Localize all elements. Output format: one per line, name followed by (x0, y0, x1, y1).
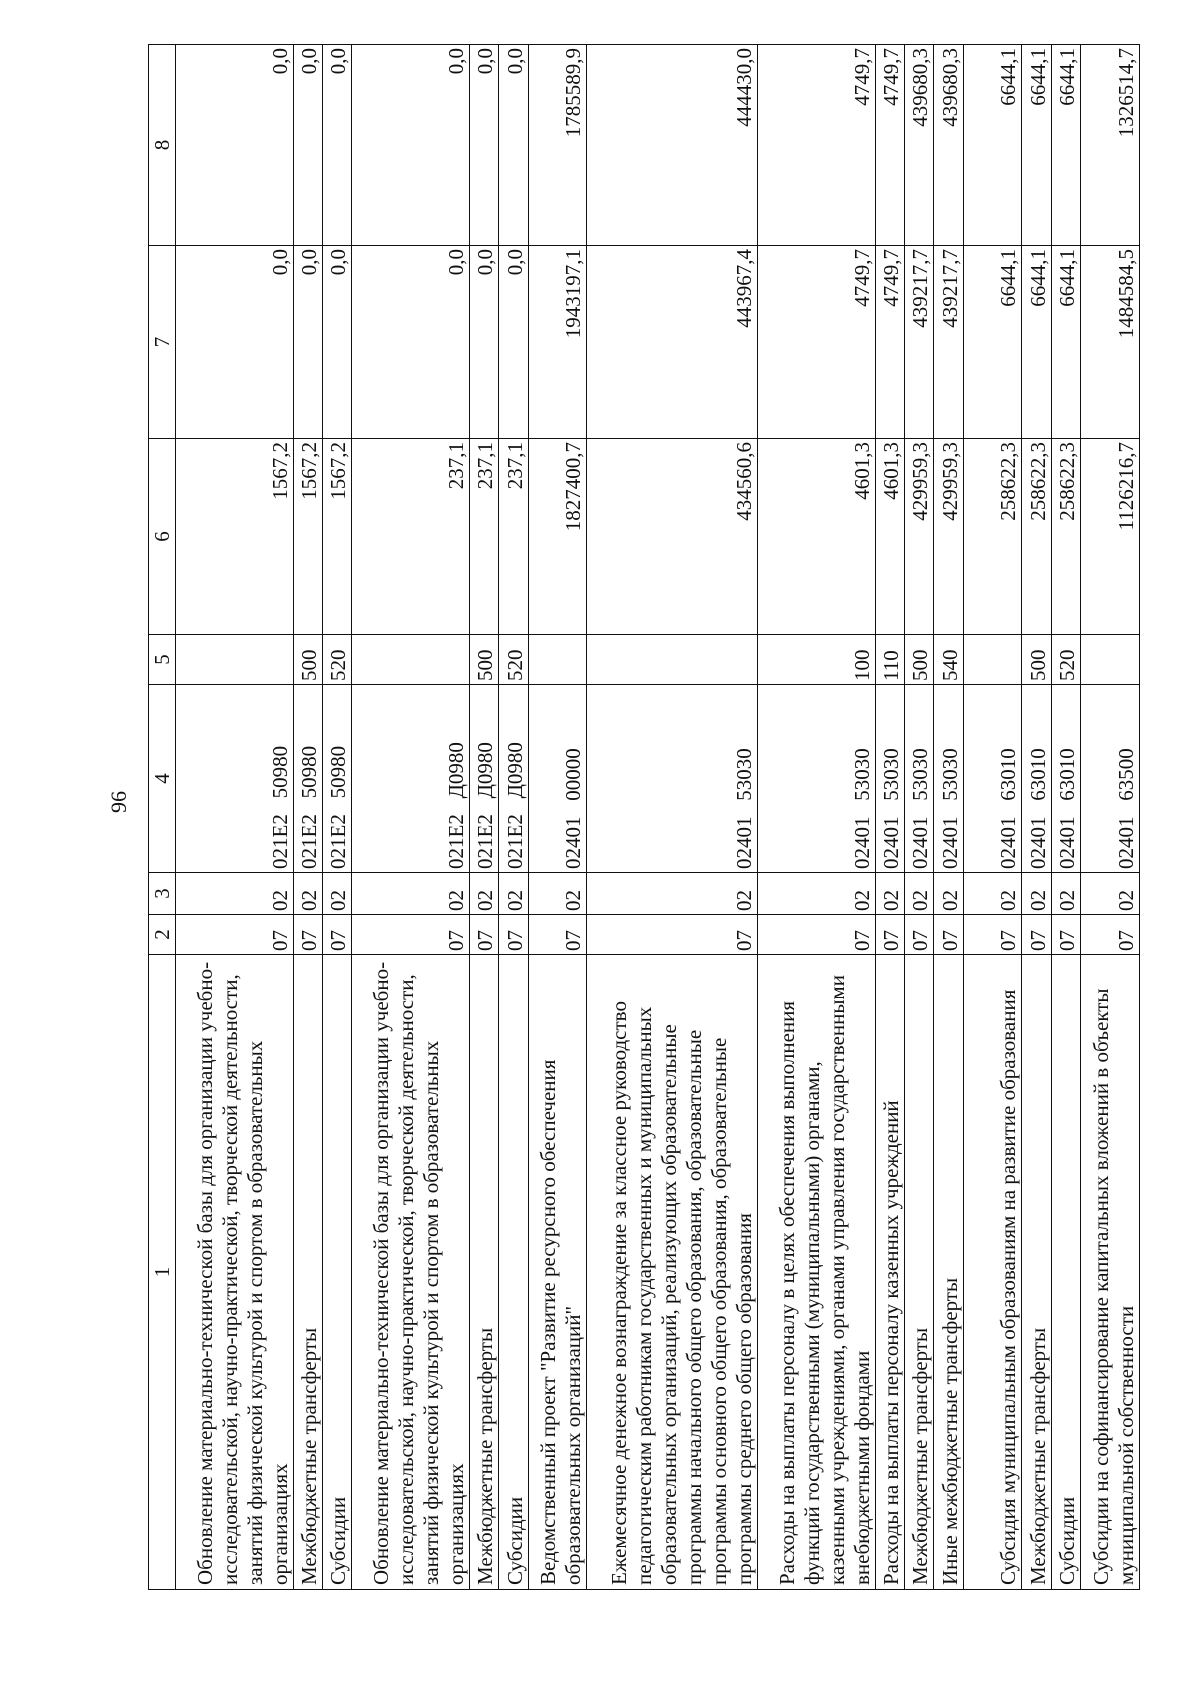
amount-col-6: 1567,2 (322, 439, 351, 635)
expense-type-code (587, 635, 758, 685)
amount-col-8: 1785589,9 (528, 45, 587, 246)
amount-col-8: 6644,1 (1051, 45, 1080, 246)
amount-col-6: 237,1 (352, 439, 470, 635)
amount-col-6: 4601,3 (757, 439, 875, 635)
target-article-code: 021Е2 50980 (176, 685, 294, 873)
target-article-code: 02401 63010 (1051, 685, 1080, 873)
subsection-code: 02 (934, 873, 963, 915)
row-name: Межбюджетные трансферты (904, 955, 933, 1590)
amount-col-8: 6644,1 (963, 45, 1022, 246)
row-name: Субсидия муниципальным образованиям на развитие образования (963, 955, 1022, 1590)
expense-type-code: 100 (757, 635, 875, 685)
subsection-code: 02 (528, 873, 587, 915)
section-code: 07 (469, 915, 498, 955)
table-row (322, 45, 351, 1590)
amount-col-7: 0,0 (293, 246, 322, 439)
amount-col-8: 444430,0 (587, 45, 758, 246)
table-row (904, 45, 933, 1590)
expense-type-code: 500 (904, 635, 933, 685)
expense-type-code: 500 (293, 635, 322, 685)
subsection-code: 02 (1051, 873, 1080, 915)
table-row (963, 45, 1022, 1590)
target-article-code: 02401 53030 (757, 685, 875, 873)
section-code: 07 (352, 915, 470, 955)
row-name: Обновление материально-технической базы для организации учебно-исследовательской, научно-практической, творческой деятельности, занятий физической культурой и спортом в образовательных организациях (352, 955, 470, 1590)
amount-col-7: 6644,1 (963, 246, 1022, 439)
section-code: 07 (293, 915, 322, 955)
column-header-8: 8 (149, 45, 176, 246)
amount-col-8: 0,0 (322, 45, 351, 246)
row-name: Межбюджетные трансферты (293, 955, 322, 1590)
amount-col-8: 0,0 (499, 45, 528, 246)
page-number: 96 (106, 791, 131, 813)
amount-col-7: 0,0 (322, 246, 351, 439)
amount-col-7: 0,0 (499, 246, 528, 439)
section-code: 07 (1051, 915, 1080, 955)
amount-col-8: 439680,3 (934, 45, 963, 246)
section-code: 07 (176, 915, 294, 955)
amount-col-8: 439680,3 (904, 45, 933, 246)
table-row (352, 45, 470, 1590)
subsection-code: 02 (293, 873, 322, 915)
section-code: 07 (1022, 915, 1051, 955)
table-row (1051, 45, 1080, 1590)
amount-col-8: 0,0 (293, 45, 322, 246)
amount-col-6: 258622,3 (1051, 439, 1080, 635)
target-article-code: 02401 53030 (587, 685, 758, 873)
rotated-page-content (148, 45, 1140, 1590)
row-name: Расходы на выплаты персоналу в целях обеспечения выполнения функций государственными (муниципальными) органами, казенными учреждениями, органами управления государственными внебюджетными фондами (757, 955, 875, 1590)
subsection-code: 02 (469, 873, 498, 915)
target-article-code: 02401 63010 (963, 685, 1022, 873)
table-row (875, 45, 904, 1590)
row-name: Межбюджетные трансферты (1022, 955, 1051, 1590)
table-row (176, 45, 294, 1590)
row-name: Расходы на выплаты персоналу казенных учреждений (875, 955, 904, 1590)
amount-col-7: 0,0 (176, 246, 294, 439)
amount-col-7: 0,0 (469, 246, 498, 439)
target-article-code: 021Е2 Д0980 (499, 685, 528, 873)
target-article-code: 02401 53030 (904, 685, 933, 873)
table-row (293, 45, 322, 1590)
amount-col-6: 429959,3 (934, 439, 963, 635)
target-article-code: 02401 53030 (934, 685, 963, 873)
amount-col-6: 434560,6 (587, 439, 758, 635)
amount-col-6: 237,1 (469, 439, 498, 635)
subsection-code: 02 (875, 873, 904, 915)
section-code: 07 (528, 915, 587, 955)
column-header-2: 2 (149, 915, 176, 955)
table-body (176, 45, 1140, 1590)
section-code: 07 (904, 915, 933, 955)
amount-col-8: 0,0 (176, 45, 294, 246)
column-header-7: 7 (149, 246, 176, 439)
section-code: 07 (587, 915, 758, 955)
row-name: Субсидии (322, 955, 351, 1590)
amount-col-7: 4749,7 (875, 246, 904, 439)
subsection-code: 02 (587, 873, 758, 915)
amount-col-7: 439217,7 (934, 246, 963, 439)
subsection-code: 02 (1022, 873, 1051, 915)
section-code: 07 (875, 915, 904, 955)
row-name: Ведомственный проект "Развитие ресурсного обеспечения образовательных организаций" (528, 955, 587, 1590)
expense-type-code (1081, 635, 1140, 685)
amount-col-7: 1943197,1 (528, 246, 587, 439)
table-row (587, 45, 758, 1590)
subsection-code: 02 (322, 873, 351, 915)
column-header-5: 5 (149, 635, 176, 685)
amount-col-8: 4749,7 (875, 45, 904, 246)
row-name: Субсидии на софинансирование капитальных вложений в объекты муниципальной собственности (1081, 955, 1140, 1590)
expense-type-code: 520 (1051, 635, 1080, 685)
expense-type-code: 540 (934, 635, 963, 685)
expense-type-code (528, 635, 587, 685)
amount-col-6: 4601,3 (875, 439, 904, 635)
amount-col-6: 1827400,7 (528, 439, 587, 635)
row-name: Субсидии (499, 955, 528, 1590)
amount-col-7: 6644,1 (1051, 246, 1080, 439)
table-row (528, 45, 587, 1590)
subsection-code: 02 (757, 873, 875, 915)
amount-col-7: 4749,7 (757, 246, 875, 439)
amount-col-6: 258622,3 (963, 439, 1022, 635)
expense-type-code: 520 (499, 635, 528, 685)
section-code: 07 (1081, 915, 1140, 955)
target-article-code: 02401 63010 (1022, 685, 1051, 873)
row-name: Ежемесячное денежное вознаграждение за классное руководство педагогическим работникам государственных и муниципальных образовательных организаций, реализующих образовательные программы начального общего образования, образовательные программы основного общего образования, образовательные программы среднего общего образования (587, 955, 758, 1590)
row-name: Межбюджетные трансферты (469, 955, 498, 1590)
table-row (757, 45, 875, 1590)
amount-col-7: 6644,1 (1022, 246, 1051, 439)
expense-type-code (352, 635, 470, 685)
target-article-code: 021Е2 50980 (293, 685, 322, 873)
amount-col-6: 429959,3 (904, 439, 933, 635)
amount-col-6: 237,1 (499, 439, 528, 635)
table-row (934, 45, 963, 1590)
expense-type-code: 500 (469, 635, 498, 685)
amount-col-8: 0,0 (469, 45, 498, 246)
target-article-code: 021Е2 50980 (322, 685, 351, 873)
subsection-code: 02 (499, 873, 528, 915)
section-code: 07 (757, 915, 875, 955)
amount-col-6: 1567,2 (293, 439, 322, 635)
subsection-code: 02 (176, 873, 294, 915)
subsection-code: 02 (1081, 873, 1140, 915)
section-code: 07 (963, 915, 1022, 955)
amount-col-8: 0,0 (352, 45, 470, 246)
section-code: 07 (499, 915, 528, 955)
column-header-4: 4 (149, 685, 176, 873)
subsection-code: 02 (963, 873, 1022, 915)
amount-col-6: 1126216,7 (1081, 439, 1140, 635)
subsection-code: 02 (904, 873, 933, 915)
table-row (1022, 45, 1051, 1590)
amount-col-7: 443967,4 (587, 246, 758, 439)
amount-col-7: 1484584,5 (1081, 246, 1140, 439)
amount-col-7: 0,0 (352, 246, 470, 439)
expense-type-code: 520 (322, 635, 351, 685)
expense-type-code (963, 635, 1022, 685)
amount-col-6: 258622,3 (1022, 439, 1051, 635)
row-name: Обновление материально-технической базы для организации учебно-исследовательской, научно-практической, творческой деятельности, занятий физической культурой и спортом в образовательных организациях (176, 955, 294, 1590)
budget-table (148, 44, 1140, 1590)
target-article-code: 021Е2 Д0980 (352, 685, 470, 873)
expense-type-code (176, 635, 294, 685)
amount-col-8: 4749,7 (757, 45, 875, 246)
row-name: Субсидии (1051, 955, 1080, 1590)
amount-col-7: 439217,7 (904, 246, 933, 439)
row-name: Иные межбюджетные трансферты (934, 955, 963, 1590)
amount-col-6: 1567,2 (176, 439, 294, 635)
expense-type-code: 500 (1022, 635, 1051, 685)
target-article-code: 02401 00000 (528, 685, 587, 873)
section-code: 07 (934, 915, 963, 955)
table-row (1081, 45, 1140, 1590)
column-header-3: 3 (149, 873, 176, 915)
target-article-code: 02401 63500 (1081, 685, 1140, 873)
subsection-code: 02 (352, 873, 470, 915)
table-row (499, 45, 528, 1590)
column-header-6: 6 (149, 439, 176, 635)
target-article-code: 02401 53030 (875, 685, 904, 873)
amount-col-8: 6644,1 (1022, 45, 1051, 246)
amount-col-8: 1326514,7 (1081, 45, 1140, 246)
table-header-row (149, 45, 176, 1590)
column-header-1: 1 (149, 955, 176, 1590)
section-code: 07 (322, 915, 351, 955)
table-row (469, 45, 498, 1590)
expense-type-code: 110 (875, 635, 904, 685)
target-article-code: 021Е2 Д0980 (469, 685, 498, 873)
